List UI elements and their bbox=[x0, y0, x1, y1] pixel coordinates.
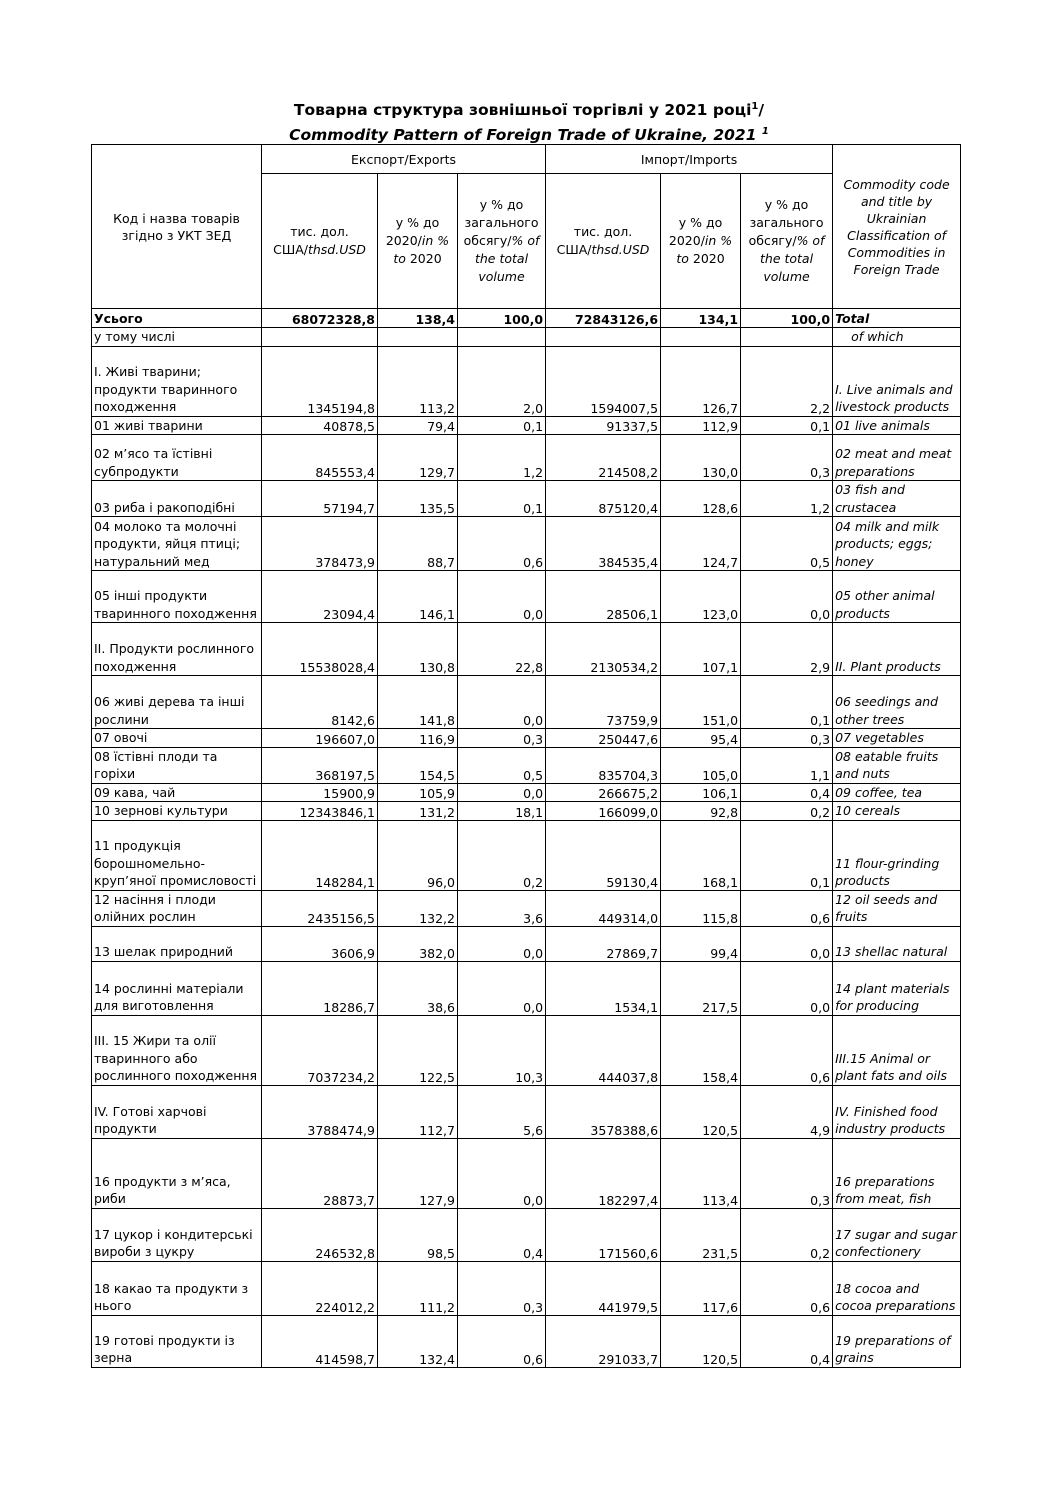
exp-pct: 132,4 bbox=[378, 1315, 458, 1367]
exp-share: 100,0 bbox=[458, 309, 546, 328]
imp-value: 214508,2 bbox=[546, 435, 661, 481]
exp-value: 15900,9 bbox=[262, 783, 378, 802]
exp-value: 2435156,5 bbox=[262, 890, 378, 926]
imp-share: 2,2 bbox=[741, 346, 833, 416]
imp-value: 384535,4 bbox=[546, 517, 661, 571]
table-row bbox=[92, 676, 961, 729]
exp-share: 0,6 bbox=[458, 517, 546, 571]
exp-pct: 129,7 bbox=[378, 435, 458, 481]
imp-value: 91337,5 bbox=[546, 416, 661, 435]
table-row bbox=[92, 961, 961, 1015]
row-name: 03 риба і ракоподібні bbox=[92, 481, 262, 517]
imp-share: 0,3 bbox=[741, 435, 833, 481]
row-name-en: Total bbox=[833, 309, 961, 328]
exp-share: 2,0 bbox=[458, 346, 546, 416]
row-name-en: 06 seedings and other trees bbox=[833, 676, 961, 729]
exp-value: 40878,5 bbox=[262, 416, 378, 435]
row-name: 05 інші продукти тваринного походження bbox=[92, 571, 262, 623]
imp-share: 0,2 bbox=[741, 802, 833, 821]
imp-pct: 124,7 bbox=[661, 517, 741, 571]
imp-value: 182297,4 bbox=[546, 1138, 661, 1208]
exp-share: 3,6 bbox=[458, 890, 546, 926]
row-name-en: I. Live animals and livestock products bbox=[833, 346, 961, 416]
row-name-en: 19 preparations of grains bbox=[833, 1315, 961, 1367]
table-row bbox=[92, 623, 961, 676]
imp-share: 0,4 bbox=[741, 1315, 833, 1367]
imp-share: 0,0 bbox=[741, 961, 833, 1015]
imp-pct: 123,0 bbox=[661, 571, 741, 623]
exp-share: 1,2 bbox=[458, 435, 546, 481]
table-header bbox=[92, 145, 961, 309]
imp-share: 0,0 bbox=[741, 926, 833, 961]
exp-pct: 138,4 bbox=[378, 309, 458, 328]
trade-table bbox=[91, 144, 961, 1368]
header-code-en: Commodity code and title by Ukrainian Classification of Commodities in Foreign Trade bbox=[833, 145, 961, 309]
table-row bbox=[92, 517, 961, 571]
imp-pct: 151,0 bbox=[661, 676, 741, 729]
imp-share: 1,1 bbox=[741, 747, 833, 783]
exp-pct: 132,2 bbox=[378, 890, 458, 926]
imp-pct: 105,0 bbox=[661, 747, 741, 783]
row-name-en: 08 eatable fruits and nuts bbox=[833, 747, 961, 783]
header-exports: Експорт/Exports bbox=[262, 145, 546, 174]
exp-share: 5,6 bbox=[458, 1085, 546, 1138]
imp-value: 835704,3 bbox=[546, 747, 661, 783]
imp-value: 171560,6 bbox=[546, 1208, 661, 1261]
exp-pct: 79,4 bbox=[378, 416, 458, 435]
imp-value: 444037,8 bbox=[546, 1015, 661, 1085]
row-name: 17 цукор і кондитерські вироби з цукру bbox=[92, 1208, 262, 1261]
row-name: 10 зернові культури bbox=[92, 802, 262, 821]
imp-share: 0,6 bbox=[741, 1015, 833, 1085]
table-row bbox=[92, 1138, 961, 1208]
table-row bbox=[92, 783, 961, 802]
header-imp-share: у % до загального обсягу/% of the total volume bbox=[741, 174, 833, 309]
imp-share: 0,5 bbox=[741, 517, 833, 571]
empty-cell bbox=[546, 328, 661, 347]
table-row bbox=[92, 820, 961, 890]
imp-value: 1594007,5 bbox=[546, 346, 661, 416]
exp-share: 0,0 bbox=[458, 1138, 546, 1208]
row-name-en: 09 coffee, tea bbox=[833, 783, 961, 802]
row-name-en: 12 oil seeds and fruits bbox=[833, 890, 961, 926]
table-row bbox=[92, 802, 961, 821]
imp-pct: 95,4 bbox=[661, 729, 741, 748]
row-name: 04 молоко та молочні продукти, яйця птиці; натуральний мед bbox=[92, 517, 262, 571]
row-name: 13 шелак природний bbox=[92, 926, 262, 961]
imp-pct: 115,8 bbox=[661, 890, 741, 926]
imp-value: 1534,1 bbox=[546, 961, 661, 1015]
imp-value: 59130,4 bbox=[546, 820, 661, 890]
row-name: Усього bbox=[92, 309, 262, 328]
row-name-en: 11 flour-grinding products bbox=[833, 820, 961, 890]
imp-share: 0,4 bbox=[741, 783, 833, 802]
exp-share: 0,1 bbox=[458, 481, 546, 517]
table-row bbox=[92, 1261, 961, 1315]
imp-value: 875120,4 bbox=[546, 481, 661, 517]
exp-value: 414598,7 bbox=[262, 1315, 378, 1367]
exp-pct: 122,5 bbox=[378, 1015, 458, 1085]
row-name-en: 01 live animals bbox=[833, 416, 961, 435]
imp-pct: 231,5 bbox=[661, 1208, 741, 1261]
exp-pct: 135,5 bbox=[378, 481, 458, 517]
imp-value: 441979,5 bbox=[546, 1261, 661, 1315]
exp-value: 246532,8 bbox=[262, 1208, 378, 1261]
imp-value: 291033,7 bbox=[546, 1315, 661, 1367]
imp-value: 449314,0 bbox=[546, 890, 661, 926]
table-row bbox=[92, 926, 961, 961]
exp-value: 57194,7 bbox=[262, 481, 378, 517]
exp-value: 68072328,8 bbox=[262, 309, 378, 328]
exp-pct: 38,6 bbox=[378, 961, 458, 1015]
row-name-en: 02 meat and meat preparations bbox=[833, 435, 961, 481]
table-row bbox=[92, 416, 961, 435]
exp-pct: 113,2 bbox=[378, 346, 458, 416]
imp-share: 0,1 bbox=[741, 416, 833, 435]
table-row bbox=[92, 571, 961, 623]
imp-value: 166099,0 bbox=[546, 802, 661, 821]
imp-pct: 92,8 bbox=[661, 802, 741, 821]
imp-pct: 106,1 bbox=[661, 783, 741, 802]
exp-share: 10,3 bbox=[458, 1015, 546, 1085]
empty-cell bbox=[661, 328, 741, 347]
row-name: 08 їстівні плоди та горіхи bbox=[92, 747, 262, 783]
row-name-en: 07 vegetables bbox=[833, 729, 961, 748]
row-name: 06 живі дерева та інші рослини bbox=[92, 676, 262, 729]
imp-pct: 134,1 bbox=[661, 309, 741, 328]
row-name: IV. Готові харчові продукти bbox=[92, 1085, 262, 1138]
table-row bbox=[92, 1085, 961, 1138]
row-name-en: 16 preparations from meat, fish bbox=[833, 1138, 961, 1208]
row-name-en: 10 cereals bbox=[833, 802, 961, 821]
table-row bbox=[92, 729, 961, 748]
exp-value: 224012,2 bbox=[262, 1261, 378, 1315]
exp-pct: 96,0 bbox=[378, 820, 458, 890]
imp-value: 250447,6 bbox=[546, 729, 661, 748]
row-name: 16 продукти з м’яса, риби bbox=[92, 1138, 262, 1208]
row-name: 02 м’ясо та їстівні субпродукти bbox=[92, 435, 262, 481]
exp-value: 12343846,1 bbox=[262, 802, 378, 821]
exp-share: 0,0 bbox=[458, 676, 546, 729]
header-exp-value: тис. дол. США/thsd.USD bbox=[262, 174, 378, 309]
exp-share: 0,6 bbox=[458, 1315, 546, 1367]
exp-value: 23094,4 bbox=[262, 571, 378, 623]
exp-share: 0,3 bbox=[458, 1261, 546, 1315]
row-name: 01 живі тварини bbox=[92, 416, 262, 435]
table-row bbox=[92, 481, 961, 517]
imp-value: 73759,9 bbox=[546, 676, 661, 729]
exp-value: 3606,9 bbox=[262, 926, 378, 961]
exp-value: 15538028,4 bbox=[262, 623, 378, 676]
exp-pct: 98,5 bbox=[378, 1208, 458, 1261]
table-row bbox=[92, 435, 961, 481]
row-name: 07 овочі bbox=[92, 729, 262, 748]
table-row bbox=[92, 890, 961, 926]
exp-pct: 111,2 bbox=[378, 1261, 458, 1315]
exp-share: 0,2 bbox=[458, 820, 546, 890]
exp-pct: 154,5 bbox=[378, 747, 458, 783]
row-name-en: of which bbox=[833, 328, 961, 347]
title-ukrainian: Товарна структура зовнішньої торгівлі у 2021 році$^1$/ bbox=[293, 101, 765, 120]
exp-share: 0,0 bbox=[458, 571, 546, 623]
exp-pct: 146,1 bbox=[378, 571, 458, 623]
row-name-en: III.15 Animal or plant fats and oils bbox=[833, 1015, 961, 1085]
imp-pct: 117,6 bbox=[661, 1261, 741, 1315]
row-name: у тому числі bbox=[92, 328, 262, 347]
exp-value: 28873,7 bbox=[262, 1138, 378, 1208]
exp-share: 0,4 bbox=[458, 1208, 546, 1261]
header-imp-pct: у % до 2020/in % to 2020 bbox=[661, 174, 741, 309]
imp-share: 1,2 bbox=[741, 481, 833, 517]
exp-share: 0,1 bbox=[458, 416, 546, 435]
header-imports: Імпорт/Imports bbox=[546, 145, 833, 174]
exp-pct: 382,0 bbox=[378, 926, 458, 961]
header-exp-pct: у % до 2020/in % to 2020 bbox=[378, 174, 458, 309]
row-name-en: 13 shellac natural bbox=[833, 926, 961, 961]
row-name-en: II. Plant products bbox=[833, 623, 961, 676]
table-row bbox=[92, 1315, 961, 1367]
exp-pct: 88,7 bbox=[378, 517, 458, 571]
row-name: III. 15 Жири та олії тваринного або рослинного походження bbox=[92, 1015, 262, 1085]
header-imp-value: тис. дол. США/thsd.USD bbox=[546, 174, 661, 309]
imp-pct: 126,7 bbox=[661, 346, 741, 416]
imp-share: 4,9 bbox=[741, 1085, 833, 1138]
exp-pct: 127,9 bbox=[378, 1138, 458, 1208]
row-name-en: 17 sugar and sugar confectionery bbox=[833, 1208, 961, 1261]
exp-value: 368197,5 bbox=[262, 747, 378, 783]
exp-share: 0,0 bbox=[458, 961, 546, 1015]
exp-value: 3788474,9 bbox=[262, 1085, 378, 1138]
imp-value: 72843126,6 bbox=[546, 309, 661, 328]
exp-share: 18,1 bbox=[458, 802, 546, 821]
row-name-en: 14 plant materials for producing bbox=[833, 961, 961, 1015]
row-name: 14 рослинні матеріали для виготовлення bbox=[92, 961, 262, 1015]
row-name: 09 кава, чай bbox=[92, 783, 262, 802]
exp-value: 7037234,2 bbox=[262, 1015, 378, 1085]
imp-share: 0,2 bbox=[741, 1208, 833, 1261]
exp-value: 378473,9 bbox=[262, 517, 378, 571]
row-name: 19 готові продукти із зерна bbox=[92, 1315, 262, 1367]
exp-value: 8142,6 bbox=[262, 676, 378, 729]
imp-pct: 217,5 bbox=[661, 961, 741, 1015]
empty-cell bbox=[262, 328, 378, 347]
imp-value: 266675,2 bbox=[546, 783, 661, 802]
header-code-ua: Код і назва товарів згідно з УКТ ЗЕД bbox=[92, 145, 262, 309]
imp-pct: 128,6 bbox=[661, 481, 741, 517]
row-name-en: 18 cocoa and cocoa preparations bbox=[833, 1261, 961, 1315]
imp-value: 3578388,6 bbox=[546, 1085, 661, 1138]
table-row-subheading bbox=[92, 328, 961, 347]
imp-pct: 113,4 bbox=[661, 1138, 741, 1208]
imp-share: 0,3 bbox=[741, 729, 833, 748]
title-english: Commodity Pattern of Foreign Trade of Ukraine, 2021 $^1$ bbox=[289, 126, 769, 145]
imp-pct: 107,1 bbox=[661, 623, 741, 676]
exp-value: 18286,7 bbox=[262, 961, 378, 1015]
exp-pct: 105,9 bbox=[378, 783, 458, 802]
exp-value: 196607,0 bbox=[262, 729, 378, 748]
row-name-en: 04 milk and milk products; eggs; honey bbox=[833, 517, 961, 571]
imp-pct: 112,9 bbox=[661, 416, 741, 435]
imp-share: 100,0 bbox=[741, 309, 833, 328]
imp-pct: 99,4 bbox=[661, 926, 741, 961]
exp-share: 0,0 bbox=[458, 783, 546, 802]
exp-share: 22,8 bbox=[458, 623, 546, 676]
table-row bbox=[92, 1015, 961, 1085]
exp-value: 845553,4 bbox=[262, 435, 378, 481]
table-row-total bbox=[92, 309, 961, 328]
imp-share: 0,1 bbox=[741, 820, 833, 890]
row-name: II. Продукти рослинного походження bbox=[92, 623, 262, 676]
empty-cell bbox=[378, 328, 458, 347]
exp-pct: 130,8 bbox=[378, 623, 458, 676]
exp-value: 148284,1 bbox=[262, 820, 378, 890]
table-row bbox=[92, 1208, 961, 1261]
imp-value: 2130534,2 bbox=[546, 623, 661, 676]
row-name-en: 03 fish and crustacea bbox=[833, 481, 961, 517]
table-body bbox=[92, 309, 961, 1368]
row-name-en: IV. Finished food industry products bbox=[833, 1085, 961, 1138]
imp-share: 2,9 bbox=[741, 623, 833, 676]
exp-pct: 112,7 bbox=[378, 1085, 458, 1138]
empty-cell bbox=[741, 328, 833, 347]
title-block bbox=[0, 96, 1058, 146]
imp-share: 0,6 bbox=[741, 1261, 833, 1315]
exp-value: 1345194,8 bbox=[262, 346, 378, 416]
row-name: 12 насіння і плоди олійних рослин bbox=[92, 890, 262, 926]
imp-pct: 158,4 bbox=[661, 1015, 741, 1085]
imp-pct: 120,5 bbox=[661, 1315, 741, 1367]
empty-cell bbox=[458, 328, 546, 347]
exp-share: 0,3 bbox=[458, 729, 546, 748]
table-row bbox=[92, 346, 961, 416]
imp-value: 28506,1 bbox=[546, 571, 661, 623]
imp-share: 0,6 bbox=[741, 890, 833, 926]
row-name: I. Живі тварини; продукти тваринного походження bbox=[92, 346, 262, 416]
imp-share: 0,3 bbox=[741, 1138, 833, 1208]
exp-pct: 116,9 bbox=[378, 729, 458, 748]
imp-share: 0,1 bbox=[741, 676, 833, 729]
imp-pct: 130,0 bbox=[661, 435, 741, 481]
exp-share: 0,0 bbox=[458, 926, 546, 961]
exp-pct: 141,8 bbox=[378, 676, 458, 729]
imp-pct: 120,5 bbox=[661, 1085, 741, 1138]
header-exp-share: у % до загального обсягу/% of the total volume bbox=[458, 174, 546, 309]
exp-share: 0,5 bbox=[458, 747, 546, 783]
row-name: 18 какао та продукти з нього bbox=[92, 1261, 262, 1315]
imp-value: 27869,7 bbox=[546, 926, 661, 961]
table-row bbox=[92, 747, 961, 783]
imp-share: 0,0 bbox=[741, 571, 833, 623]
row-name-en: 05 other animal products bbox=[833, 571, 961, 623]
imp-pct: 168,1 bbox=[661, 820, 741, 890]
row-name: 11 продукція борошномельно-круп’яної промисловості bbox=[92, 820, 262, 890]
exp-pct: 131,2 bbox=[378, 802, 458, 821]
